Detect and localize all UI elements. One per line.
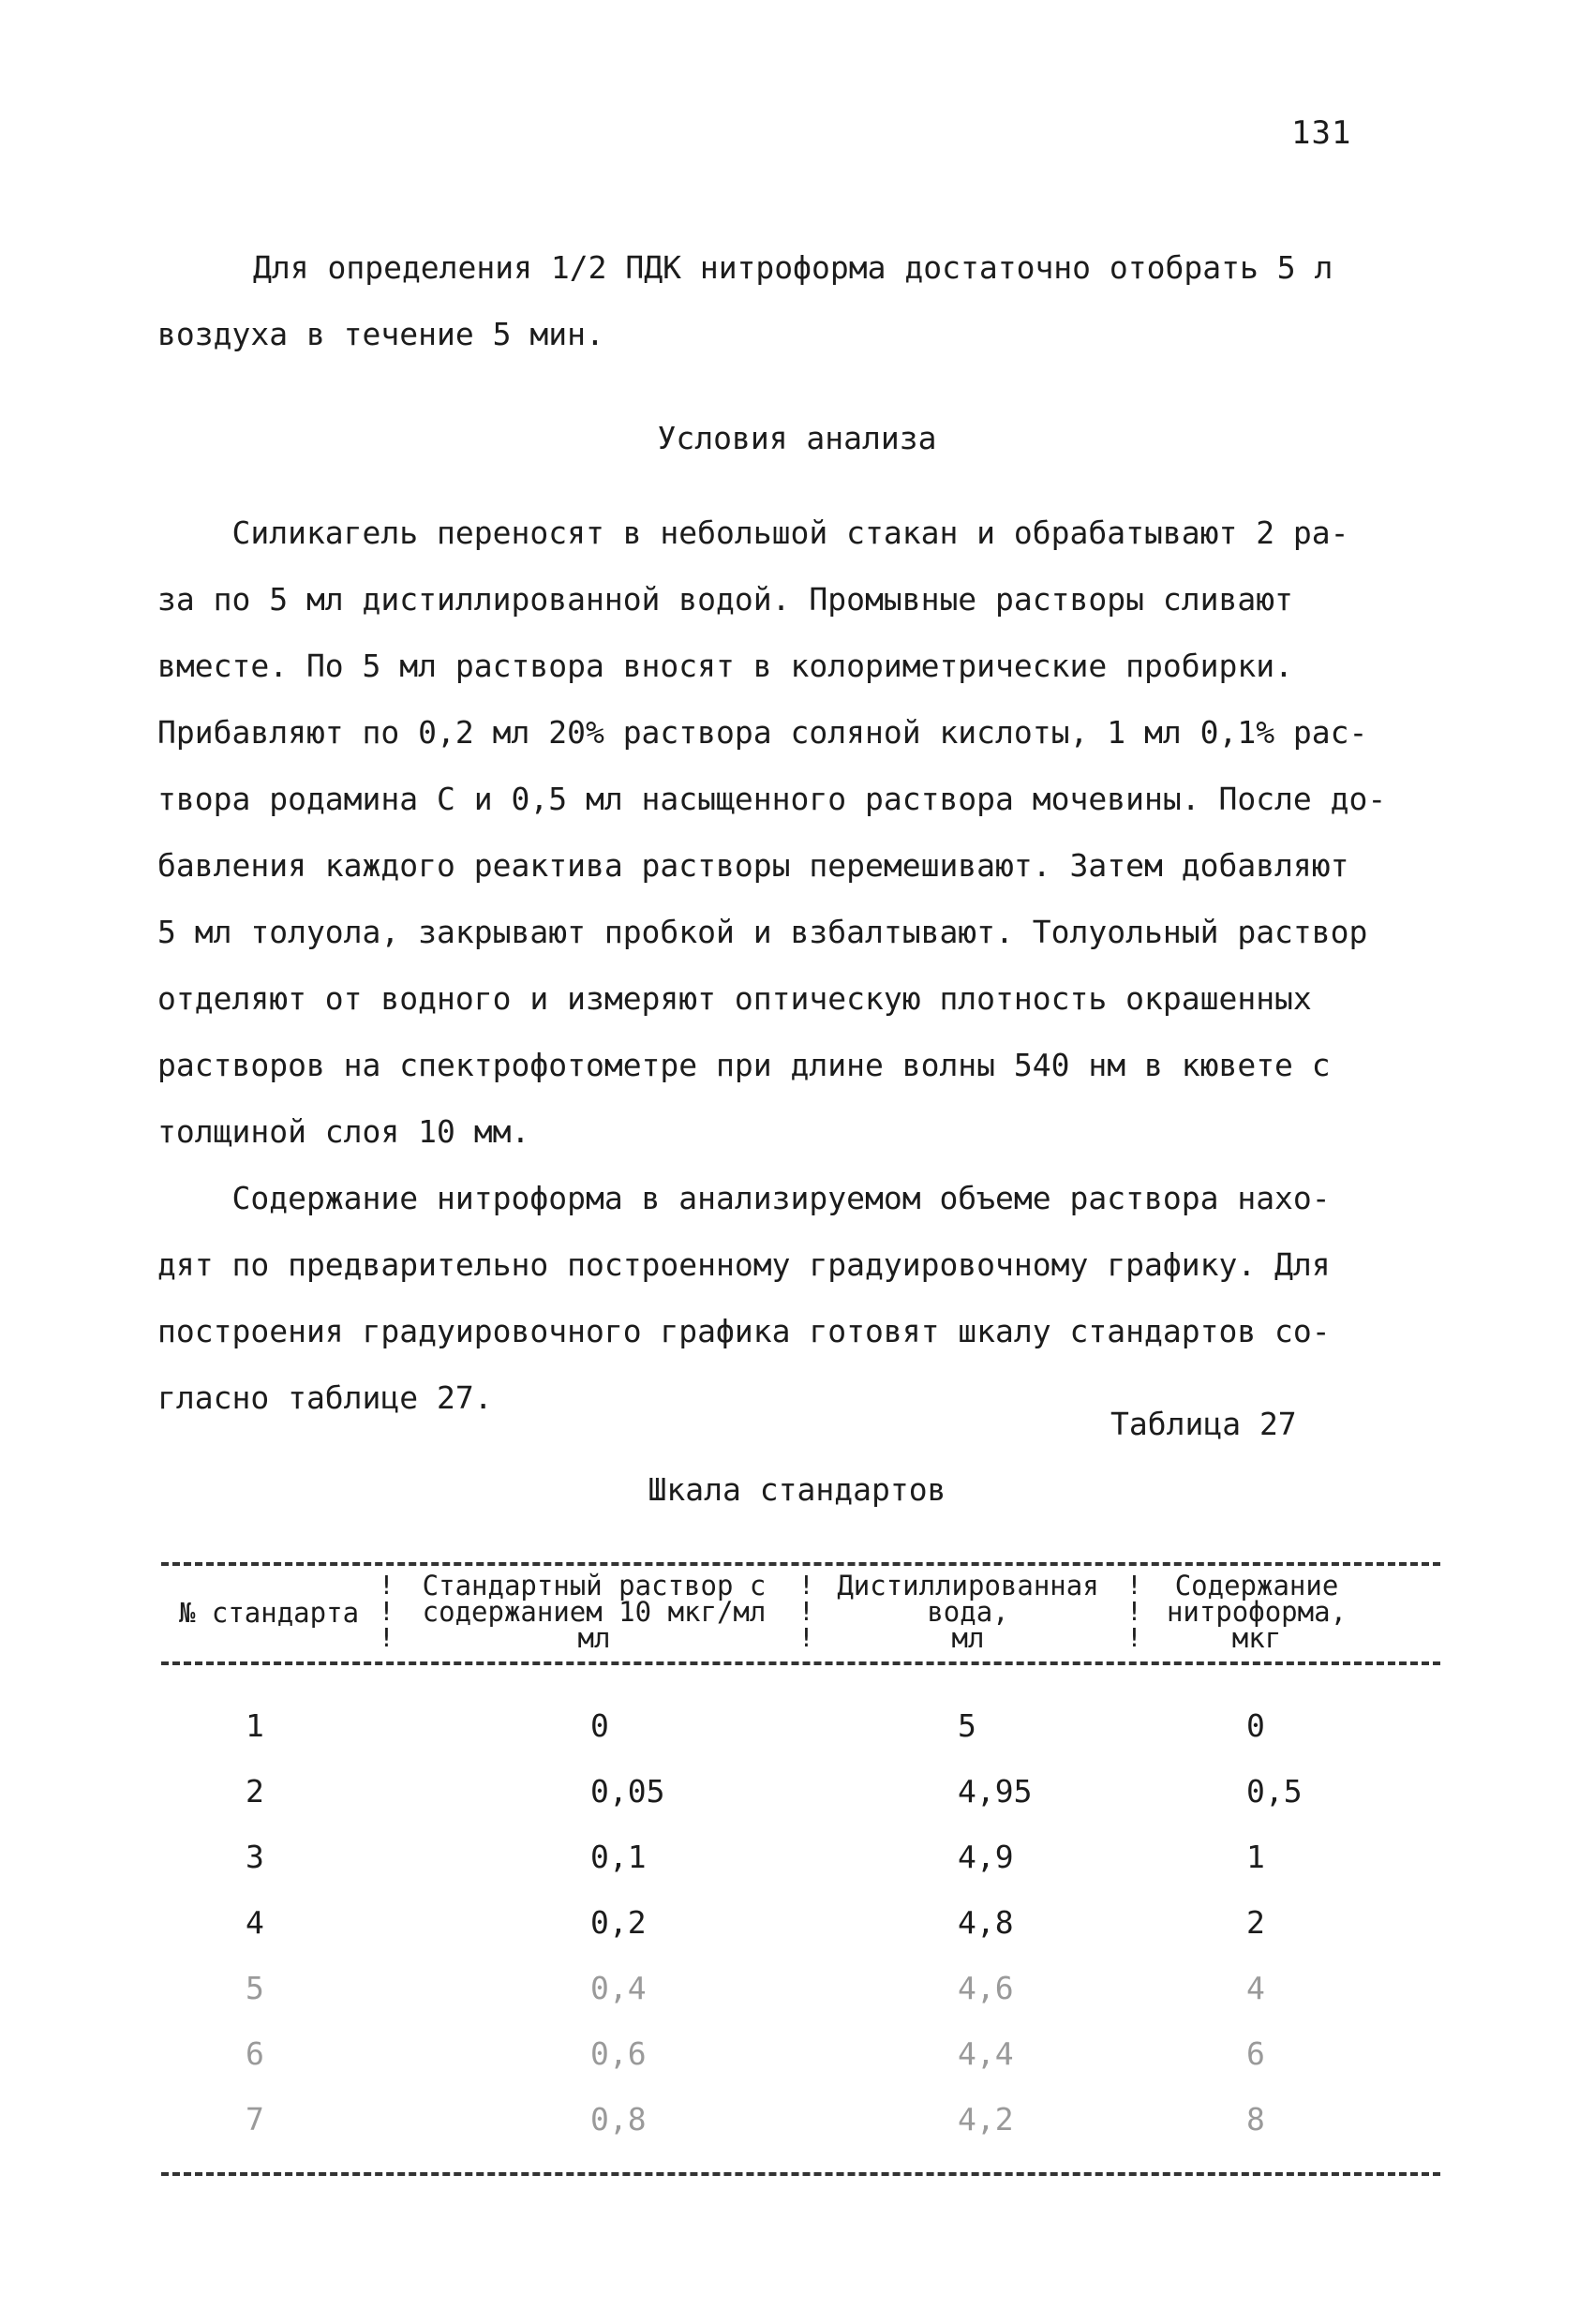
header-line: мл bbox=[577, 1622, 611, 1654]
header-line: нитроформа, bbox=[1166, 1596, 1348, 1628]
table-title: Шкала стандартов bbox=[648, 1471, 946, 1508]
content-paragraph bbox=[157, 1165, 1413, 1431]
analysis-line: Силикагель переносят в небольшой стакан и обрабатывают 2 ра- bbox=[157, 514, 1349, 551]
header-line: вода, bbox=[927, 1596, 1009, 1628]
column-separator: ! ! ! bbox=[798, 1570, 814, 1653]
content-line: построения градуировочного графика готовят шкалу стандартов со- bbox=[157, 1313, 1331, 1349]
table-cell: 0,05 bbox=[590, 1773, 665, 1810]
content-line: дят по предварительно построенному градуировочному графику. Для bbox=[157, 1246, 1331, 1283]
table-cell: 1 bbox=[246, 1707, 264, 1744]
table-cell: 5 bbox=[958, 1707, 976, 1744]
table-cell: 0,8 bbox=[590, 2101, 647, 2138]
analysis-line: за по 5 мл дистиллированной водой. Промывные растворы сливают bbox=[157, 581, 1293, 618]
analysis-line: растворов на спектрофотометре при длине волны 540 нм в кювете с bbox=[157, 1047, 1331, 1083]
header-line: № стандарта bbox=[178, 1597, 360, 1629]
table-cell: 4,8 bbox=[958, 1904, 1014, 1941]
table-cell: 0,2 bbox=[590, 1904, 647, 1941]
table-cell: 4,6 bbox=[958, 1970, 1014, 2006]
intro-paragraph bbox=[157, 234, 1413, 367]
header-standard-number bbox=[161, 1597, 377, 1629]
table-cell: 0,1 bbox=[590, 1839, 647, 1875]
header-line: содержанием 10 мкг/мл bbox=[422, 1596, 767, 1628]
table-cell: 6 bbox=[246, 2035, 264, 2072]
table-cell: 6 bbox=[1246, 2035, 1265, 2072]
table-cell: 4,2 bbox=[958, 2101, 1014, 2138]
table-cell: 0 bbox=[590, 1707, 609, 1744]
header-line: мл bbox=[951, 1622, 985, 1654]
table-cell: 4 bbox=[246, 1904, 264, 1941]
header-line: Содержание bbox=[1174, 1570, 1339, 1601]
analysis-line: 5 мл толуола, закрывают пробкой и взбалтывают. Толуольный раствор bbox=[157, 914, 1368, 950]
intro-line: воздуха в течение 5 мин. bbox=[157, 316, 604, 352]
table-cell: 2 bbox=[246, 1773, 264, 1810]
analysis-line: отделяют от водного и измеряют оптическую плотность окрашенных bbox=[157, 980, 1312, 1017]
header-line: Дистиллированная bbox=[837, 1570, 1099, 1601]
header-line: Стандартный раствор с bbox=[422, 1570, 767, 1601]
header-nitroform-content bbox=[1140, 1570, 1374, 1654]
analysis-paragraph bbox=[157, 499, 1413, 1165]
column-separator: ! ! ! bbox=[1126, 1570, 1142, 1653]
table-cell: 4,95 bbox=[958, 1773, 1033, 1810]
table-cell: 0,6 bbox=[590, 2035, 647, 2072]
table-cell: 3 bbox=[246, 1839, 264, 1875]
table-cell: 0,4 bbox=[590, 1970, 647, 2006]
header-standard-solution bbox=[392, 1570, 797, 1654]
table-cell: 0 bbox=[1246, 1707, 1265, 1744]
table-cell: 4,4 bbox=[958, 2035, 1014, 2072]
column-separator: ! ! ! bbox=[379, 1570, 395, 1653]
table-cell: 2 bbox=[1246, 1904, 1265, 1941]
table-cell: 4 bbox=[1246, 1970, 1265, 2006]
section-heading: Условия анализа bbox=[657, 420, 937, 456]
table-cell: 1 bbox=[1246, 1839, 1265, 1875]
content-line: гласно таблице 27. bbox=[157, 1379, 493, 1416]
table-cell: 7 bbox=[246, 2101, 264, 2138]
analysis-line: твора родамина С и 0,5 мл насыщенного раствора мочевины. После до- bbox=[157, 781, 1387, 817]
analysis-line: толщиной слоя 10 мм. bbox=[157, 1113, 530, 1150]
intro-line: Для определения 1/2 ПДК нитроформа достаточно отобрать 5 л bbox=[253, 249, 1333, 286]
header-distilled-water bbox=[812, 1570, 1125, 1654]
table-cell: 8 bbox=[1246, 2101, 1265, 2138]
table-cell: 0,5 bbox=[1246, 1773, 1303, 1810]
analysis-line: вместе. По 5 мл раствора вносят в колориметрические пробирки. bbox=[157, 648, 1293, 684]
table-cell: 4,9 bbox=[958, 1839, 1014, 1875]
header-line: мкг bbox=[1231, 1622, 1282, 1654]
page-number: 131 bbox=[1291, 114, 1352, 152]
table-header-rule bbox=[161, 1661, 1440, 1665]
table-label: Таблица 27 bbox=[1110, 1406, 1297, 1442]
table-cell: 5 bbox=[246, 1970, 264, 2006]
content-line: Содержание нитроформа в анализируемом объеме раствора нахо- bbox=[157, 1180, 1331, 1216]
analysis-line: Прибавляют по 0,2 мл 20% раствора соляной кислоты, 1 мл 0,1% рас- bbox=[157, 714, 1368, 751]
table-bottom-rule bbox=[161, 2172, 1440, 2176]
table-top-rule bbox=[161, 1562, 1440, 1566]
analysis-line: бавления каждого реактива растворы перемешивают. Затем добавляют bbox=[157, 847, 1349, 884]
